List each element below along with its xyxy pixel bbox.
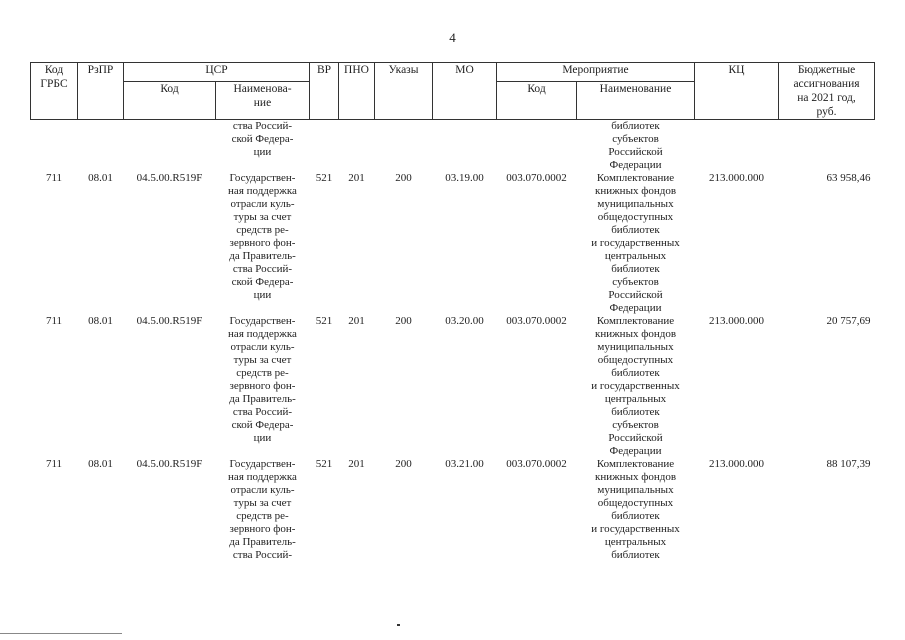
cell-mer-name: Комплектование книжных фондов муниципальных общедоступных библиотек и государственных центральных библиотек субъектов Российской Федерации	[591, 315, 680, 457]
cell-rzpr: 08.01	[88, 172, 113, 184]
cell-ukazy: 200	[395, 458, 412, 470]
budget-table	[30, 62, 875, 562]
cell-amount: 63 958,46	[826, 172, 871, 184]
cell-mer-name: Комплектование книжных фондов муниципальных общедоступных библиотек и государственных центральных библиотек субъектов Российской Федерации	[591, 172, 680, 314]
cell-vr: 521	[315, 172, 333, 184]
header-kod-grbs: Код ГРБС	[31, 63, 78, 120]
header-meropriyatie: Мероприятие	[497, 63, 695, 82]
cell-mer-kod: 003.070.0002	[506, 315, 567, 327]
cell-kc: 213.000.000	[709, 458, 764, 470]
cell-kc: 213.000.000	[709, 315, 764, 327]
scan-mark	[397, 624, 400, 626]
table-row	[31, 172, 875, 315]
cell-mer-kod: 003.070.0002	[506, 458, 567, 470]
cell-kod-grbs: 711	[45, 172, 63, 184]
table-row	[31, 458, 875, 562]
cell-amount: 88 107,39	[826, 458, 871, 470]
cell-ukazy: 200	[395, 315, 412, 327]
header-mer-name: Наименование	[577, 82, 695, 120]
cell-pno: 201	[348, 172, 365, 184]
cell-mo: 03.20.00	[445, 315, 484, 327]
cell-mer-name: Комплектование книжных фондов муниципальных общедоступных библиотек и государственных центральных библиотек	[591, 458, 680, 561]
cell-mo: 03.19.00	[445, 172, 484, 184]
cell-ukazy: 200	[395, 172, 412, 184]
header-csr: ЦСР	[124, 63, 310, 82]
cell-kod-grbs: 711	[45, 315, 63, 327]
table-body	[31, 120, 875, 563]
cell-mo: 03.21.00	[445, 458, 484, 470]
header-vr: ВР	[310, 63, 339, 120]
header-kc: КЦ	[695, 63, 779, 120]
cell-csr-kod: 04.5.00.R519F	[136, 172, 203, 184]
cell-csr-name: Государствен- ная поддержка отрасли куль- туры за счет средств ре- зервного фон- да Правитель- ства Россий-	[228, 458, 297, 561]
cell-csr-name: Государствен- ная поддержка отрасли куль- туры за счет средств ре- зервного фон- да Правитель- ства Россий- ской Федера- ции	[228, 315, 297, 444]
header-pno: ПНО	[339, 63, 375, 120]
cell-kod-grbs: 711	[45, 458, 63, 470]
cell-pno: 201	[348, 315, 365, 327]
table-header	[31, 63, 875, 120]
header-rzpr: РзПР	[78, 63, 124, 120]
cell-csr-name: Государствен- ная поддержка отрасли куль- туры за счет средств ре- зервного фон- да Правитель- ства Россий- ской Федера- ции	[228, 172, 297, 301]
cell-kc: 213.000.000	[709, 172, 764, 184]
header-budget: Бюджетные ассигнования на 2021 год, руб.	[779, 63, 875, 120]
cell-csr-kod: 04.5.00.R519F	[136, 315, 203, 327]
cell-mer-kod: 003.070.0002	[506, 172, 567, 184]
page-number: 4	[449, 30, 456, 45]
cell-vr: 521	[315, 315, 333, 327]
footer-rule	[0, 633, 122, 634]
cell-rzpr: 08.01	[88, 458, 113, 470]
cell-csr-name: ства Россий- ской Федера- ции	[231, 120, 294, 158]
cell-mer-name: библиотек субъектов Российской Федерации	[608, 120, 663, 171]
header-mo: МО	[433, 63, 497, 120]
cell-rzpr: 08.01	[88, 315, 113, 327]
cell-amount: 20 757,69	[826, 315, 871, 327]
table-row-continuation	[31, 120, 875, 173]
cell-pno: 201	[348, 458, 365, 470]
header-mer-kod: Код	[497, 82, 577, 120]
header-csr-name: Наименова- ние	[216, 82, 310, 120]
table-row	[31, 315, 875, 458]
header-csr-kod: Код	[124, 82, 216, 120]
cell-vr: 521	[315, 458, 333, 470]
cell-csr-kod: 04.5.00.R519F	[136, 458, 203, 470]
header-ukazy: Указы	[375, 63, 433, 120]
